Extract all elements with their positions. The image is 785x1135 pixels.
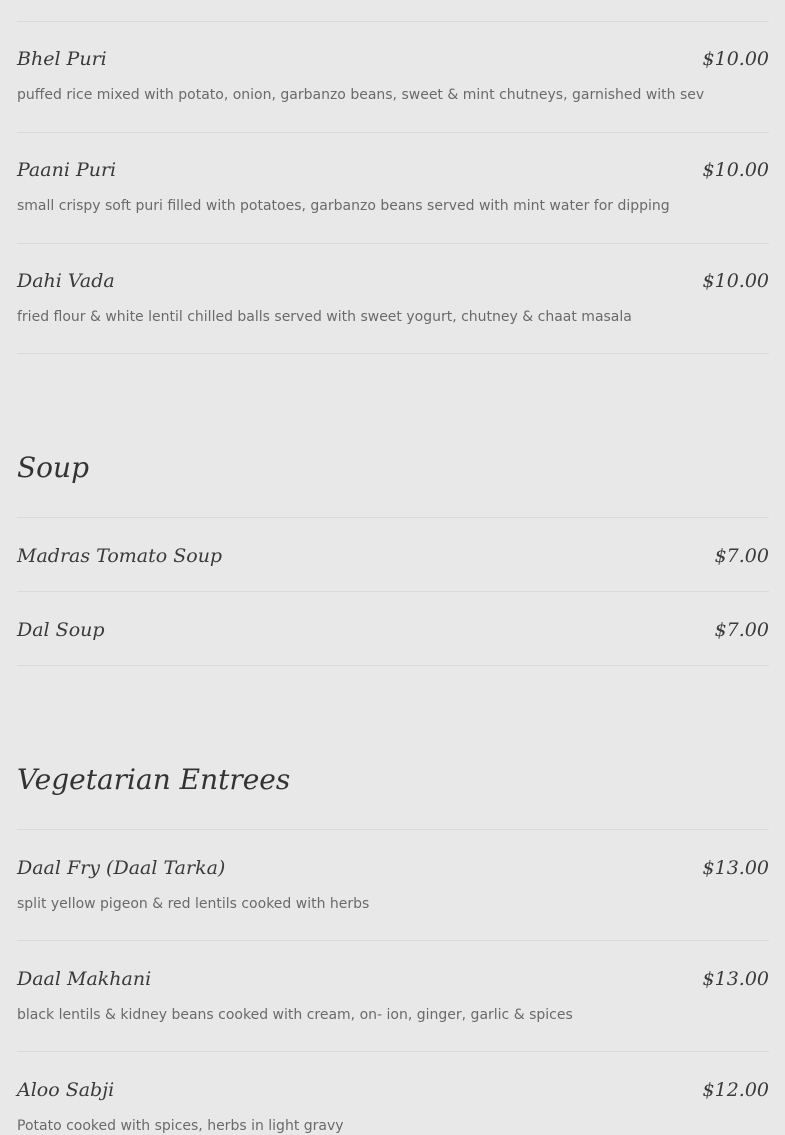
divider <box>17 132 769 133</box>
menu-item-price: $13.00 <box>702 968 769 990</box>
divider <box>17 517 769 518</box>
menu-item-price: $10.00 <box>702 48 769 70</box>
menu-item-name: Bhel Puri <box>17 48 107 70</box>
menu-item-description: puffed rice mixed with potato, onion, garbanzo beans, sweet & mint chutneys, garnished with sev <box>17 87 705 103</box>
divider <box>17 21 769 22</box>
menu-item-price: $12.00 <box>702 1079 769 1101</box>
menu-item-description: fried flour & white lentil chilled balls served with sweet yogurt, chutney & chaat masala <box>17 309 632 325</box>
section-title-vegetarian-entrees: Vegetarian Entrees <box>17 763 291 796</box>
divider <box>17 829 769 830</box>
menu-item-description: split yellow pigeon & red lentils cooked with herbs <box>17 896 370 912</box>
divider <box>17 353 769 354</box>
divider <box>17 940 769 941</box>
menu-item-price: $7.00 <box>714 619 769 641</box>
menu-item-price: $10.00 <box>702 159 769 181</box>
menu-item-description: black lentils & kidney beans cooked with cream, on- ion, ginger, garlic & spices <box>17 1007 573 1023</box>
divider <box>17 243 769 244</box>
menu-item-name: Dahi Vada <box>17 270 115 292</box>
section-title-soup: Soup <box>17 451 89 484</box>
menu-item-description: Potato cooked with spices, herbs in light gravy <box>17 1118 344 1134</box>
menu-item-price: $7.00 <box>714 545 769 567</box>
menu-item-name: Daal Makhani <box>17 968 152 990</box>
menu-item-name: Madras Tomato Soup <box>17 545 223 567</box>
menu-item-name: Dal Soup <box>17 619 105 641</box>
menu-item-name: Paani Puri <box>17 159 117 181</box>
menu-item-description: small crispy soft puri filled with potatoes, garbanzo beans served with mint water for dipping <box>17 198 670 214</box>
menu-item-name: Aloo Sabji <box>17 1079 115 1101</box>
divider <box>17 665 769 666</box>
divider <box>17 1051 769 1052</box>
menu-item-name: Daal Fry (Daal Tarka) <box>17 857 226 879</box>
menu-item-price: $13.00 <box>702 857 769 879</box>
menu-item-price: $10.00 <box>702 270 769 292</box>
divider <box>17 591 769 592</box>
